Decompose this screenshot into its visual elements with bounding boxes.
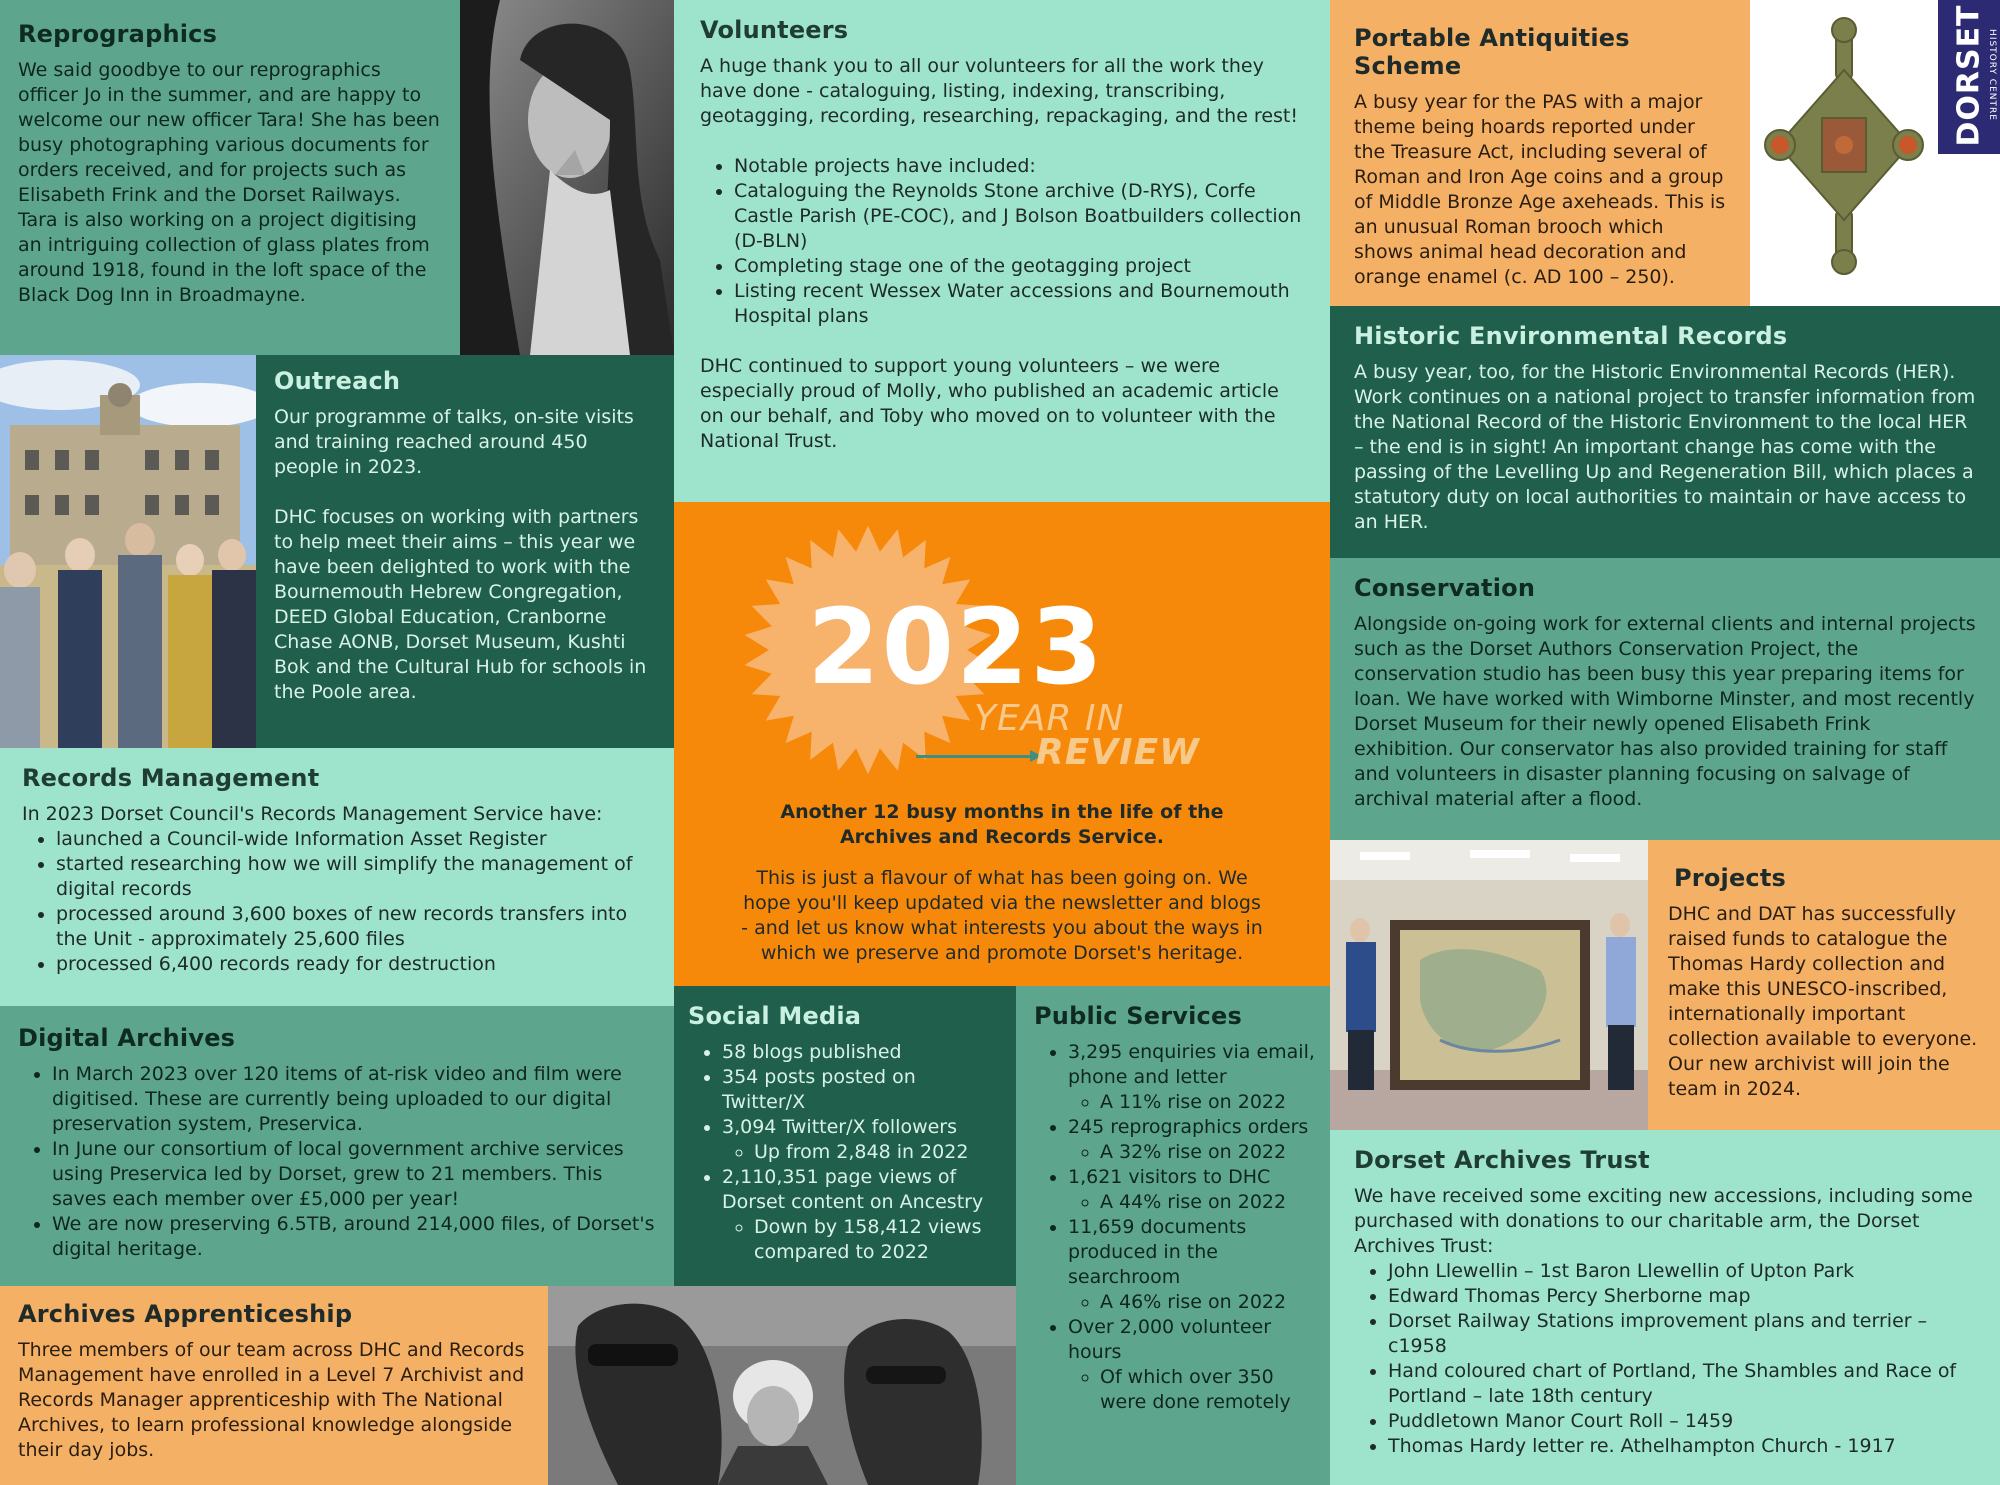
outreach-p2: DHC focuses on working with partners to help meet their aims – this year we have been delighted to work with the Bournemouth Hebrew Congregation, DEED Global Education, Cranborne Chase AONB, Dorset Museum, Kushti Bok and the Cultural Hub for schools in the Poole area. — [274, 506, 647, 703]
records-panel — [0, 748, 674, 1006]
sculpture-photo — [548, 1286, 1016, 1485]
roman-brooch-photo — [1750, 0, 1938, 306]
digital-panel — [0, 1006, 674, 1286]
list-item: • Puddletown Manor Court Roll – 1459 — [1388, 1409, 1976, 1434]
social-list — [688, 1040, 1002, 1265]
list-item — [722, 1165, 1002, 1265]
list-item: • In March 2023 over 120 items of at-risk video and film were digitised. These are currently being uploaded to our digital preservation system, Preservica. — [52, 1062, 656, 1137]
apprenticeship-text: Three members of our team across DHC and Records Management have enrolled in a Level 7 Archivist and Records Manager apprenticeship with The National Archives, to learn professional knowledge alongside their day jobs. — [18, 1339, 525, 1461]
hero-subtitle: Another 12 busy months in the life of the Archives and Records Service. — [780, 801, 1224, 848]
logo-main-text: DORSET — [1951, 4, 1987, 147]
portrait-photo — [460, 0, 674, 355]
projects-map-photo — [1330, 840, 1648, 1130]
sub-list-item: ◦ Up from 2,848 in 2022 — [754, 1140, 1002, 1165]
volunteers-list — [700, 154, 1304, 329]
hero-line1: YEAR IN — [974, 698, 1125, 739]
projects-text: DHC and DAT has successfully raised funds to catalogue the Thomas Hardy collection and make this UNESCO-inscribed, internationally important collection available to everyone. Our new archivist will join the team in 2024. — [1668, 903, 1978, 1100]
dorset-history-centre-logo — [1938, 0, 2000, 154]
records-title: Records Management — [22, 764, 320, 792]
list-item — [1068, 1165, 1316, 1215]
outreach-title: Outreach — [274, 367, 401, 395]
dat-title: Dorset Archives Trust — [1354, 1146, 1650, 1174]
hero-line2: REVIEW — [1036, 732, 1200, 773]
list-item: • Thomas Hardy letter re. Athelhampton Church - 1917 — [1388, 1434, 1976, 1459]
list-item — [1068, 1040, 1316, 1115]
list-item-text: 3,094 Twitter/X followers — [722, 1116, 958, 1138]
logo-sub-text: HISTORY CENTRE — [1987, 29, 1997, 121]
volunteers-title: Volunteers — [700, 16, 849, 44]
volunteers-intro: A huge thank you to all our volunteers for all the work they have done - cataloguing, listing, indexing, transcribing, geotagging, recording, researching, repackaging, and the rest! — [700, 55, 1298, 127]
reprographics-text: We said goodbye to our reprographics officer Jo in the summer, and are happy to welcome our new officer Tara! She has been busy photographing various documents for orders received, and for projects such as Elisabeth Frink and the Dorset Railways. Tara is also working on a project digitising an intriguing collection of glass plates from around 1918, found in the loft space of the Black Dog Inn in Broadmayne. — [18, 59, 440, 306]
list-item: • 58 blogs published — [722, 1040, 1002, 1065]
apprenticeship-panel — [0, 1286, 548, 1485]
list-item — [1068, 1115, 1316, 1165]
logo-spacer — [1938, 154, 2000, 306]
her-title: Historic Environmental Records — [1354, 322, 1788, 350]
list-item: • processed 6,400 records ready for destruction — [56, 952, 652, 977]
public-panel — [1016, 986, 1330, 1485]
records-list — [22, 827, 652, 977]
dat-list — [1354, 1259, 1976, 1459]
pas-title: Portable Antiquities Scheme — [1354, 24, 1630, 80]
list-item-text: 2,110,351 page views of Dorset content on Ancestry — [722, 1166, 984, 1213]
outreach-group-photo — [0, 355, 256, 748]
her-text: A busy year, too, for the Historic Environmental Records (HER). Work continues on a national project to transfer information from the National Record of the Historic Environment to the local HER – the end is in sight! An important change has come with the passing of the Levelling Up and Regeneration Bill, which places a statutory duty on local authorities to maintain or have access to an HER. — [1354, 361, 1976, 533]
pas-panel — [1330, 0, 1750, 306]
dat-intro: We have received some exciting new accessions, including some purchased with donations to our charitable arm, the Dorset Archives Trust: — [1354, 1185, 1973, 1257]
list-item: • started researching how we will simplify the management of digital records — [56, 852, 652, 902]
hero-panel — [674, 502, 1330, 986]
sub-list-item: ◦ A 46% rise on 2022 — [1100, 1290, 1316, 1315]
digital-list — [18, 1062, 656, 1262]
sub-list-item: ◦ A 11% rise on 2022 — [1100, 1090, 1316, 1115]
apprenticeship-title: Archives Apprenticeship — [18, 1300, 353, 1328]
public-title: Public Services — [1034, 1002, 1242, 1030]
pas-text: A busy year for the PAS with a major theme being hoards reported under the Treasure Act, including several of Roman and Iron Age coins and a group of Middle Bronze Age axeheads. This is an unusual Roman brooch which shows animal head decoration and orange enamel (c. AD 100 – 250). — [1354, 91, 1726, 288]
list-item: • In June our consortium of local government archive services using Preservica led by Dorset, grew to 21 members. This saves each member over £5,000 per year! — [52, 1137, 656, 1212]
list-item: • processed around 3,600 boxes of new records transfers into the Unit - approximately 25,600 files — [56, 902, 652, 952]
list-item: • Completing stage one of the geotagging project — [734, 254, 1304, 279]
reprographics-panel — [0, 0, 460, 355]
list-item: • Hand coloured chart of Portland, The Shambles and Race of Portland – late 18th century — [1388, 1359, 1976, 1409]
list-item: • launched a Council-wide Information Asset Register — [56, 827, 652, 852]
list-item: • 354 posts posted on Twitter/X — [722, 1065, 1002, 1115]
conservation-text: Alongside on-going work for external clients and internal projects such as the Dorset Authors Conservation Project, the conservation studio has been busy this year preparing items for loan. We have worked with Wimborne Minster, and most recently Dorset Museum for their newly opened Elisabeth Frink exhibition. Our conservator has also provided training for staff and volunteers in disaster planning focusing on salvage of archival material after a flood. — [1354, 613, 1976, 810]
projects-title: Projects — [1674, 864, 1787, 892]
conservation-panel — [1330, 558, 2000, 840]
list-item-text: 11,659 documents produced in the searchroom — [1068, 1216, 1247, 1288]
her-panel — [1330, 306, 2000, 558]
projects-panel — [1648, 840, 2000, 1130]
volunteers-closing: DHC continued to support young volunteers – we were especially proud of Molly, who published an academic article on our behalf, and Toby who moved on to volunteer with the National Trust. — [700, 355, 1279, 452]
sub-list-item: ◦ Of which over 350 were done remotely — [1100, 1365, 1316, 1415]
digital-title: Digital Archives — [18, 1024, 236, 1052]
hero-body: This is just a flavour of what has been going on. We hope you'll keep updated via the newsletter and blogs - and let us know what interests you about the ways in which we preserve and promote Dorset's heritage. — [741, 867, 1263, 964]
list-item — [1068, 1315, 1316, 1415]
sub-list-item: ◦ A 44% rise on 2022 — [1100, 1190, 1316, 1215]
list-item: • Notable projects have included: — [734, 154, 1304, 179]
reprographics-title: Reprographics — [18, 20, 218, 48]
list-item-text: Over 2,000 volunteer hours — [1068, 1316, 1272, 1363]
volunteers-panel — [674, 0, 1330, 502]
social-panel — [674, 986, 1016, 1286]
records-intro: In 2023 Dorset Council's Records Management Service have: — [22, 803, 603, 825]
social-title: Social Media — [688, 1002, 862, 1030]
list-item — [722, 1115, 1002, 1165]
list-item: • We are now preserving 6.5TB, around 214,000 files, of Dorset's digital heritage. — [52, 1212, 656, 1262]
list-item: • Listing recent Wessex Water accessions and Bournemouth Hospital plans — [734, 279, 1304, 329]
list-item-text: 1,621 visitors to DHC — [1068, 1166, 1271, 1188]
list-item: • Cataloguing the Reynolds Stone archive (D-RYS), Corfe Castle Parish (PE-COC), and J Bolson Boatbuilders collection (D-BLN) — [734, 179, 1304, 254]
public-list — [1034, 1040, 1316, 1415]
list-item: • John Llewellin – 1st Baron Llewellin of Upton Park — [1388, 1259, 1976, 1284]
conservation-title: Conservation — [1354, 574, 1536, 602]
outreach-panel — [256, 355, 674, 748]
sub-list-item: ◦ Down by 158,412 views compared to 2022 — [754, 1215, 1002, 1265]
arrow-icon — [916, 755, 1032, 758]
list-item: • Dorset Railway Stations improvement plans and terrier – c1958 — [1388, 1309, 1976, 1359]
sub-list-item: ◦ A 32% rise on 2022 — [1100, 1140, 1316, 1165]
list-item-text: 3,295 enquiries via email, phone and letter — [1068, 1041, 1315, 1088]
list-item — [1068, 1215, 1316, 1315]
list-item: • Edward Thomas Percy Sherborne map — [1388, 1284, 1976, 1309]
hero-year: 2023 — [807, 586, 1105, 708]
outreach-p1: Our programme of talks, on-site visits and training reached around 450 people in 2023. — [274, 406, 634, 478]
dat-panel — [1330, 1130, 2000, 1485]
list-item-text: 245 reprographics orders — [1068, 1116, 1309, 1138]
